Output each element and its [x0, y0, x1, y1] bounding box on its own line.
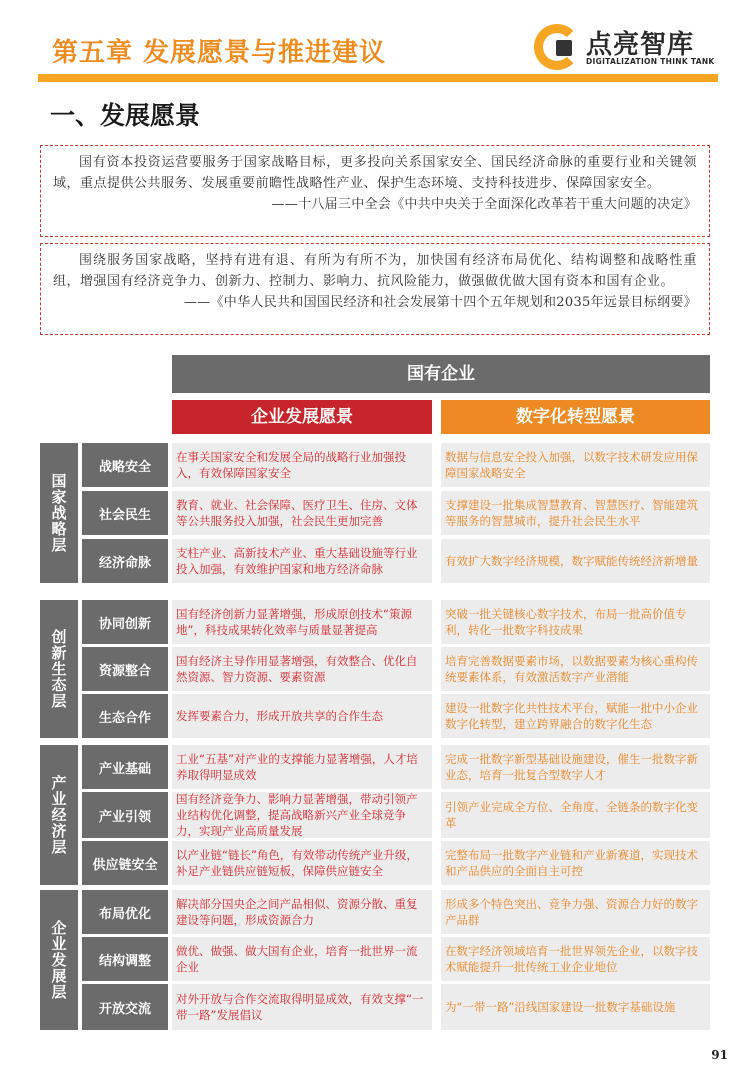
table-cell-digital: 有效扩大数字经济规模，数字赋能传统经济新增量	[441, 539, 710, 583]
table-cell-enterprise: 国有经济创新力显著增强，形成原创技术“策源地”，科技成果转化效率与质量显著提高	[172, 600, 432, 644]
row-label: 开放交流	[82, 984, 168, 1030]
row-label: 社会民生	[82, 491, 168, 535]
logo	[534, 22, 714, 72]
table-cell-enterprise: 教育、就业、社会保障、医疗卫生、住房、文体等公共服务投入加强，社会民生更加完善	[172, 491, 432, 535]
row-label: 布局优化	[82, 890, 168, 934]
vision-table	[38, 355, 710, 1035]
table-cell-digital: 突破一批关键核心数字技术，布局一批高价值专利，转化一批数字科技成果	[441, 600, 710, 644]
layer-label: 国家战略层	[40, 443, 78, 583]
table-cell-digital: 培育完善数据要素市场，以数据要素为核心重构传统要素体系，有效激活数字产业潜能	[441, 647, 710, 691]
table-cell-digital: 数据与信息安全投入加强，以数字技术研发应用保障国家战略安全	[441, 443, 710, 487]
row-label: 协同创新	[82, 600, 168, 644]
table-cell-enterprise: 解决部分国央企之间产品相似、资源分散、重复建设等问题，形成资源合力	[172, 890, 432, 934]
table-cell-digital: 完成一批数字新型基础设施建设，催生一批数字新业态，培育一批复合型数字人才	[441, 745, 710, 789]
section-title: 一、发展愿景	[50, 101, 201, 130]
table-cell-enterprise: 在事关国家安全和发展全局的战略行业加强投入，有效保障国家安全	[172, 443, 432, 487]
table-cell-enterprise: 国有经济竞争力、影响力显著增强，带动引领产业结构优化调整，提高战略新兴产业全球竞争力，实现产业高质量发展	[172, 792, 432, 838]
row-label: 产业基础	[82, 745, 168, 789]
page-number: 91	[711, 1048, 728, 1062]
quote-text: 围绕服务国家战略，坚持有进有退、有所为有所不为，加快国有经济布局优化、结构调整和战略性重组，增强国有经济竞争力、创新力、控制力、影响力、抗风险能力，做强做优做大国有资本和国有企业。	[53, 253, 697, 289]
table-cell-digital: 形成多个特色突出、竞争力强、资源合力好的数字产品群	[441, 890, 710, 934]
layer-label: 企业发展层	[40, 890, 78, 1030]
row-label: 生态合作	[82, 694, 168, 738]
table-cell-digital: 建设一批数字化共性技术平台，赋能一批中小企业数字化转型，建立跨界融合的数字化生态	[441, 694, 710, 738]
logo-dot-icon	[556, 40, 572, 56]
table-cell-enterprise: 做优、做强、做大国有企业，培育一批世界一流企业	[172, 937, 432, 981]
table-top-header: 国有企业	[172, 355, 710, 393]
table-cell-enterprise: 国有经济主导作用显著增强，有效整合、优化自然资源、智力资源、要素资源	[172, 647, 432, 691]
table-cell-enterprise: 对外开放与合作交流取得明显成效，有效支撑“一带一路”发展倡议	[172, 984, 432, 1030]
layer-label: 创新生态层	[40, 600, 78, 738]
logo-name: 点亮智库	[586, 30, 695, 60]
column-header-digital: 数字化转型愿景	[441, 400, 710, 434]
table-cell-enterprise: 发挥要素合力，形成开放共享的合作生态	[172, 694, 432, 738]
table-cell-enterprise: 以产业链“链长”角色，有效带动传统产业升级，补足产业链供应链短板，保障供应链安全	[172, 841, 432, 885]
row-label: 资源整合	[82, 647, 168, 691]
layer-label: 产业经济层	[40, 745, 78, 885]
table-cell-digital: 完整布局一批数字产业链和产业新赛道，实现技术和产品供应的全面自主可控	[441, 841, 710, 885]
table-cell-digital: 引领产业完成全方位、全角度、全链条的数字化变革	[441, 792, 710, 838]
quote-text: 国有资本投资运营要服务于国家战略目标，更多投向关系国家安全、国民经济命脉的重要行业和关键领域，重点提供公共服务、发展重要前瞻性战略性产业、保护生态环境、支持科技进步、保障国家安全。	[53, 155, 697, 191]
chapter-title: 第五章 发展愿景与推进建议	[52, 38, 387, 68]
column-header-enterprise: 企业发展愿景	[172, 400, 432, 434]
quote-source: ——十八届三中全会《中共中央关于全面深化改革若干重大问题的决定》	[271, 197, 697, 212]
quote-box-1	[40, 145, 710, 237]
page-header	[38, 22, 718, 84]
table-cell-enterprise: 支柱产业、高新技术产业、重大基础设施等行业投入加强，有效维护国家和地方经济命脉	[172, 539, 432, 583]
table-cell-digital: 为“一带一路”沿线国家建设一批数字基础设施	[441, 984, 710, 1030]
table-cell-digital: 在数字经济领域培育一批世界领先企业，以数字技术赋能提升一批传统工业企业地位	[441, 937, 710, 981]
row-label: 结构调整	[82, 937, 168, 981]
quote-source: ——《中华人民共和国国民经济和社会发展第十四个五年规划和2035年远景目标纲要》	[183, 295, 697, 310]
header-divider	[38, 74, 718, 82]
table-cell-enterprise: 工业“五基”对产业的支撑能力显著增强，人才培养取得明显成效	[172, 745, 432, 789]
row-label: 产业引领	[82, 792, 168, 838]
row-label: 战略安全	[82, 443, 168, 487]
quote-box-2	[40, 243, 710, 335]
row-label: 供应链安全	[82, 841, 168, 885]
logo-subtitle: DIGITALIZATION THINK TANK	[586, 57, 715, 66]
row-label: 经济命脉	[82, 539, 168, 583]
table-cell-digital: 支撑建设一批集成智慧教育、智慧医疗、智能建筑等服务的智慧城市，提升社会民生水平	[441, 491, 710, 535]
